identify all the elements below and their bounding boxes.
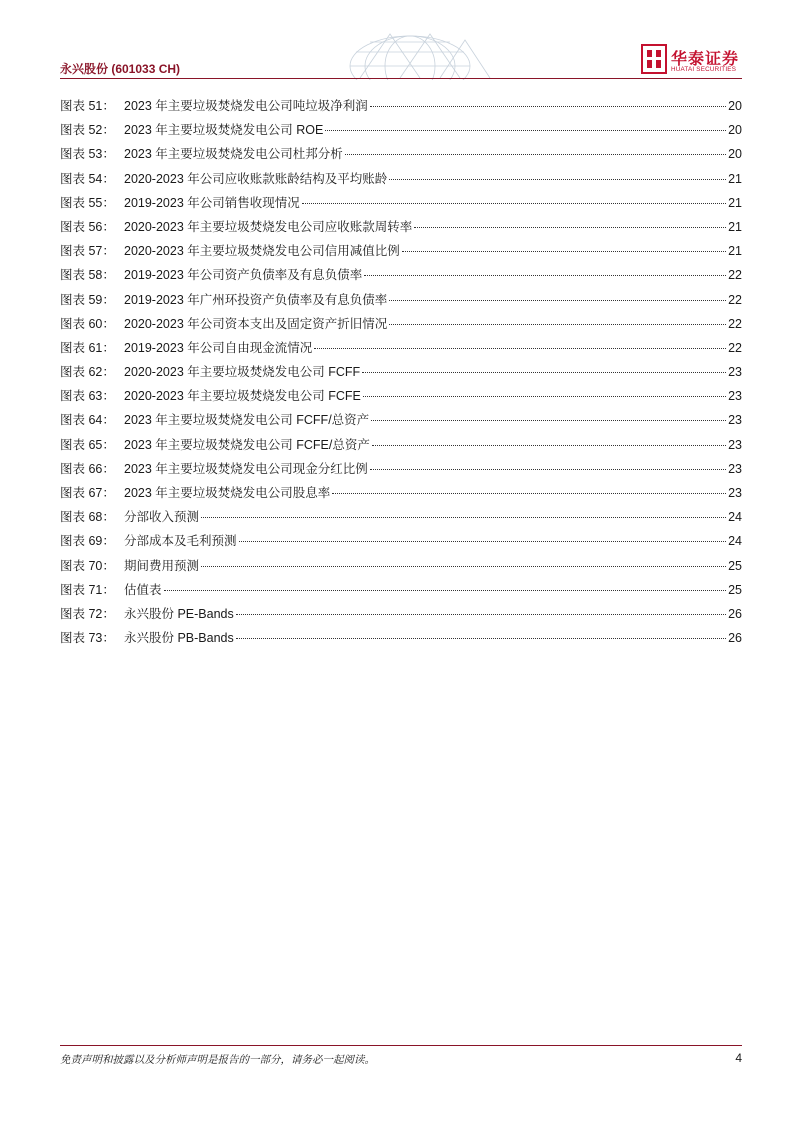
toc-entry[interactable] [60,554,742,578]
toc-entry-page: 23 [728,365,742,380]
toc-dot-leader [402,251,726,252]
toc-entry-page: 22 [728,316,742,331]
toc-dot-leader [372,445,726,446]
toc-entry[interactable] [60,312,742,336]
toc-dot-leader [164,590,727,591]
toc-entry-label: 图表 67： [60,486,115,500]
toc-entry-page: 21 [728,219,742,234]
toc-entry-title: 2020-2023 年主要垃圾焚烧发电公司应收账款周转率 [124,219,413,234]
toc-entry-page: 23 [728,461,742,476]
toc-entry[interactable] [60,408,742,432]
toc-entry-page: 21 [728,244,742,259]
toc-entry[interactable] [60,481,742,505]
toc-dot-leader [236,638,726,639]
toc-entry-label: 图表 52： [60,123,115,138]
company-ticker: 永兴股份 (601033 CH) [60,62,181,76]
toc-dot-leader [389,324,726,325]
toc-entry-page: 24 [728,510,742,525]
toc-entry-title: 期间费用预测 [124,558,200,573]
toc-entry-label: 图表 54： [60,171,115,186]
toc-entry-page: 23 [728,486,742,500]
toc-entry-page: 22 [728,340,742,355]
toc-entry-title: 2019-2023 年公司销售收现情况 [124,195,300,210]
toc-entry-title: 永兴股份 PE-Bands [124,606,234,621]
toc-dot-leader [201,566,726,567]
toc-entry[interactable] [60,288,742,312]
toc-entry-label: 图表 59： [60,292,115,307]
toc-entry-page: 20 [728,147,742,162]
toc-dot-leader [236,614,726,615]
toc-entry-page: 24 [728,534,742,549]
toc-entry[interactable] [60,263,742,287]
logo-english-text: HUATAI SECURITIES [671,66,737,73]
toc-entry-title: 2020-2023 年主要垃圾焚烧发电公司 FCFE [124,389,361,404]
globe-decoration-icon [300,26,520,80]
toc-dot-leader [414,227,726,228]
toc-entry[interactable] [60,529,742,553]
toc-entry-label: 图表 56： [60,219,115,234]
toc-entry-title: 2023 年主要垃圾焚烧发电公司 FCFF/总资产 [124,413,370,428]
toc-entry-page: 20 [728,99,742,113]
toc-entry-label: 图表 51： [60,99,115,113]
toc-entry-page: 26 [728,631,742,646]
toc-dot-leader [370,106,726,107]
toc-entry-page: 25 [728,582,742,597]
toc-dot-leader [314,348,726,349]
toc-entry[interactable] [60,433,742,457]
toc-dot-leader [371,420,726,421]
toc-entry-page: 23 [728,413,742,428]
toc-entry[interactable] [60,602,742,626]
toc-dot-leader [332,493,726,494]
toc-entry-title: 2023 年主要垃圾焚烧发电公司 ROE [124,123,324,138]
toc-entry-page: 25 [728,558,742,573]
toc-entry[interactable] [60,457,742,481]
toc-dot-leader [389,179,726,180]
toc-entry-label: 图表 55： [60,195,115,210]
toc-entry-title: 分部成本及毛利预测 [124,534,237,549]
toc-entry-label: 图表 64： [60,413,115,428]
toc-entry[interactable] [60,360,742,384]
toc-entry-label: 图表 73： [60,631,115,646]
toc-dot-leader [362,372,726,373]
toc-entry-page: 23 [728,389,742,404]
toc-entry[interactable] [60,191,742,215]
toc-entry-label: 图表 53： [60,147,115,162]
toc-entry-title: 2019-2023 年公司自由现金流情况 [124,340,313,355]
toc-dot-leader [345,154,726,155]
toc-entry-label: 图表 60： [60,316,115,331]
toc-entry-page: 22 [728,268,742,283]
toc-entry[interactable] [60,215,742,239]
toc-dot-leader [364,275,726,276]
toc-entry[interactable] [60,167,742,191]
page-header [0,0,802,82]
toc-entry-title: 分部收入预测 [124,510,200,525]
toc-entry-label: 图表 63： [60,389,115,404]
toc-dot-leader [325,130,726,131]
toc-entry-label: 图表 70： [60,558,115,573]
toc-entry-page: 26 [728,606,742,621]
toc-dot-leader [201,517,726,518]
toc-dot-leader [239,541,727,542]
huatai-logo-icon [641,44,667,74]
toc-entry-page: 23 [728,437,742,452]
toc-dot-leader [363,396,726,397]
toc-entry-title: 估值表 [124,582,162,597]
toc-entry-label: 图表 66： [60,461,115,476]
logo-chinese-text: 华泰证券 [671,49,740,68]
toc-entry[interactable] [60,239,742,263]
toc-entry-title: 2023 年主要垃圾焚烧发电公司股息率 [124,486,331,500]
toc-dot-leader [302,203,726,204]
toc-entry-label: 图表 57： [60,244,115,259]
toc-entry-title: 2023 年主要垃圾焚烧发电公司 FCFE/总资产 [124,437,370,452]
toc-entry[interactable] [60,626,742,650]
toc-entry-page: 20 [728,123,742,138]
toc-entry[interactable] [60,505,742,529]
toc-entry-label: 图表 65： [60,437,115,452]
toc-entry-label: 图表 61： [60,340,115,355]
footer-divider [60,1045,742,1046]
toc-entry-page: 22 [728,292,742,307]
toc-entry[interactable] [60,336,742,360]
toc-entry[interactable] [60,578,742,602]
toc-entry-title: 2019-2023 年广州环投资产负债率及有息负债率 [124,292,388,307]
huatai-logo [641,44,743,76]
toc-entry-title: 2023 年主要垃圾焚烧发电公司吨垃圾净利润 [124,99,368,113]
toc-entry[interactable] [60,142,742,166]
toc-entry-title: 2020-2023 年主要垃圾焚烧发电公司信用减值比例 [124,244,400,259]
toc-entry-title: 2019-2023 年公司资产负债率及有息负债率 [124,268,363,283]
toc-entry-title: 2020-2023 年主要垃圾焚烧发电公司 FCFF [124,365,361,380]
toc-entry-label: 图表 71： [60,582,115,597]
toc-entry-title: 2020-2023 年公司应收账款账龄结构及平均账龄 [124,171,388,186]
toc-entry[interactable] [60,94,742,118]
header-divider [60,78,742,79]
toc-entry-page: 21 [728,195,742,210]
toc-entry-title: 2023 年主要垃圾焚烧发电公司现金分红比例 [124,461,368,476]
toc-entry[interactable] [60,118,742,142]
toc-entry-title: 永兴股份 PB-Bands [124,631,234,646]
toc-entry-title: 2023 年主要垃圾焚烧发电公司杜邦分析 [124,147,343,162]
toc-dot-leader [389,300,726,301]
toc-entry-title: 2020-2023 年公司资本支出及固定资产折旧情况 [124,316,388,331]
disclaimer-text: 免责声明和披露以及分析师声明是报告的一部分，请务必一起阅读。 [60,1054,375,1066]
toc-entry-label: 图表 72： [60,606,115,621]
figure-index-list [60,94,742,650]
toc-entry-label: 图表 69： [60,534,115,549]
toc-entry-label: 图表 62： [60,365,115,380]
toc-entry-label: 图表 68： [60,510,115,525]
toc-entry[interactable] [60,384,742,408]
page-number: 4 [735,1051,742,1065]
toc-entry-label: 图表 58： [60,268,115,283]
toc-entry-page: 21 [728,171,742,186]
toc-dot-leader [370,469,726,470]
